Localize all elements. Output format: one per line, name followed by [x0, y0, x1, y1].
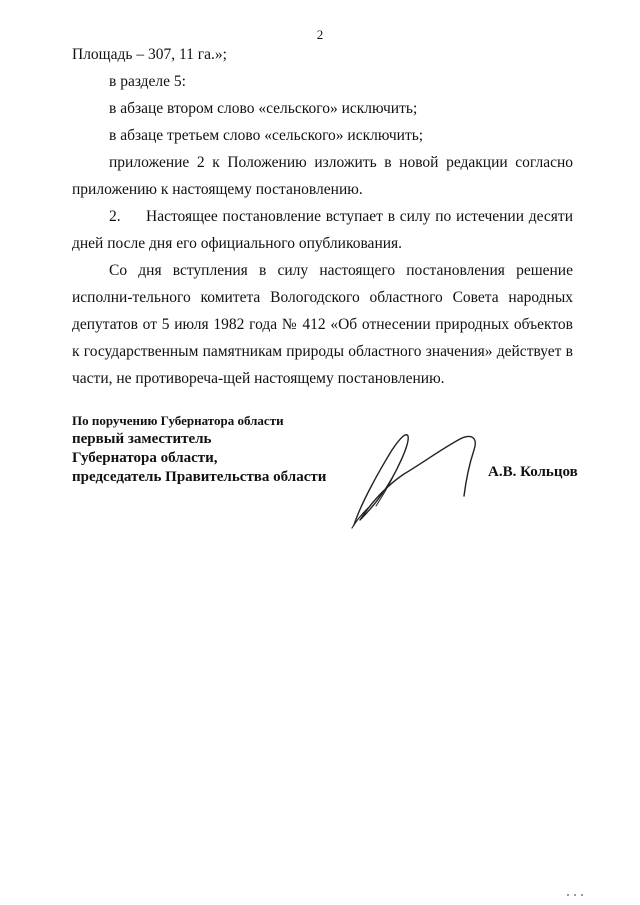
item-number: 2.: [109, 208, 121, 225]
item-2-text: Настоящее постановление вступает в силу по истечении десяти дней после дня его официального опубликования.: [72, 208, 573, 252]
signature-line-chairman: председатель Правительства области: [72, 469, 327, 485]
paragraph-third-abzac: в абзаце третьем слово «сельского» исключить;: [109, 127, 424, 144]
signature-block: [72, 411, 326, 487]
paragraph-item-2: [72, 203, 573, 257]
paragraph-section-5: в разделе 5:: [109, 73, 186, 90]
paragraph-closing: Со дня вступления в силу настоящего постановления решение исполни-тельного комитета Вологодского областного Совета народных депутатов от 5 июля 1982 года № 412 «Об отнесении природных объектов к государственным памятникам природы областного значения» действует в части, не противореча-щей настоящему постановлению.: [72, 262, 573, 387]
paragraph-second-abzac: в абзаце втором слово «сельского» исключить;: [109, 100, 418, 117]
handwritten-signature: [346, 424, 486, 534]
document-body: [72, 41, 573, 392]
scan-artifact-dots: [566, 892, 586, 898]
page-number: 2: [316, 27, 324, 42]
signer-name: А.В. Кольцов: [488, 464, 578, 480]
signature-line-mandate: По поручению Губернатора области: [72, 413, 284, 428]
signature-line-position: первый заместитель: [72, 431, 212, 447]
paragraph-area: Площадь – 307, 11 га.»;: [72, 46, 227, 63]
paragraph-appendix: приложение 2 к Положению изложить в новой редакции согласно приложению к настоящему постановлению.: [72, 154, 573, 198]
signature-line-governor: Губернатора области,: [72, 450, 218, 466]
